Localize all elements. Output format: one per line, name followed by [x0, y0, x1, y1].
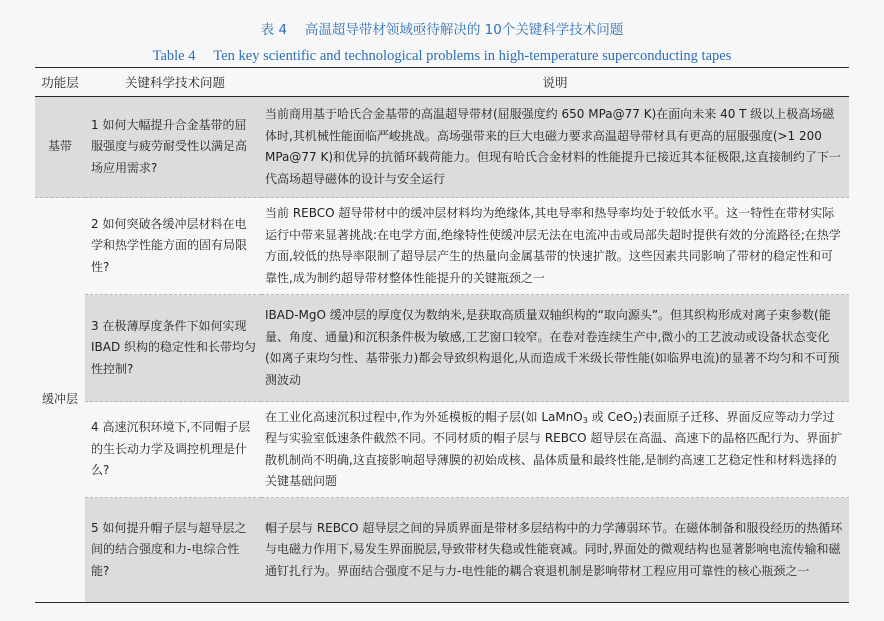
problem-cell: 1 如何大幅提升合金基带的屈服强度与疲劳耐受性以满足高场应用需求? — [85, 97, 261, 198]
layer-buffer: 缓冲层 — [35, 198, 85, 603]
header-description: 说明 — [261, 68, 849, 97]
header-problem: 关键科学技术问题 — [85, 68, 261, 97]
table-caption-chinese: 表 4 高温超导带材领域亟待解决的 10个关键科学技术问题 — [260, 22, 624, 38]
layer-substrate: 基带 — [35, 97, 85, 198]
description-cell: IBAD-MgO 缓冲层的厚度仅为数纳米,是获取高质量双轴织构的“取向源头”。但其织构形成对离子束参数(能量、角度、通量)和沉积条件极为敏感,工艺窗口较窄。在卷对卷连续生产中,微小的工艺波动或设备状态变化(如离子束均匀性、基带张力)都会导致织构退化,从而造成千米级长带性能(如临界电流)的显著不均匀和不可预测波动 — [261, 295, 849, 402]
problem-cell: 3 在极薄厚度条件下如何实现 IBAD 织构的稳定性和长带均匀性控制? — [85, 295, 261, 402]
header-layer: 功能层 — [35, 68, 85, 97]
description-cell: 在工业化高速沉积过程中,作为外延模板的帽子层(如 LaMnO$_3$ 或 CeO$_2$)表面原子迁移、界面反应等动力学过程与实验室低速条件截然不同。不同材质的帽子层与 REBCO 超导层在高温、高速下的晶格匹配行为、界面扩散机制尚不明确,这直接影响超导薄膜的初始成核、晶体质量和最终性能,是制约高速工艺稳定性和材料选择的关键基础问题 — [261, 402, 849, 498]
problems-table — [35, 67, 849, 603]
table-row — [35, 198, 849, 295]
table-caption-english: Table 4 Ten key scientific and technological problems in high-temperature superconducting tapes — [152, 48, 732, 64]
table-row — [35, 97, 849, 198]
table-row — [35, 295, 849, 402]
description-cell: 当前商用基于哈氏合金基带的高温超导带材(屈服强度约 650 MPa@77 K)在面向未来 40 T 级以上极高场磁体时,其机械性能面临严峻挑战。高场强带来的巨大电磁力要求高温超导带材具有更高的屈服强度(>1 200 MPa@77 K)和优异的抗循环载荷能力。但现有哈氏合金材料的性能提升已接近其本征极限,这直接制约了下一代高场超导磁体的设计与安全运行 — [261, 97, 849, 198]
problem-cell: 5 如何提升帽子层与超导层之间的结合强度和力-电综合性能? — [85, 498, 261, 603]
description-cell: 帽子层与 REBCO 超导层之间的异质界面是带材多层结构中的力学薄弱环节。在磁体制备和服役经历的热循环与电磁力作用下,易发生界面脱层,导致带材失稳或性能衰减。同时,界面处的微观结构也显著影响电流传输和磁通钉扎行为。界面结合强度不足与力-电性能的耦合衰退机制是影响带材工程应用可靠性的核心瓶颈之一 — [261, 498, 849, 603]
description-cell: 当前 REBCO 超导带材中的缓冲层材料均为绝缘体,其电导率和热导率均处于较低水平。这一特性在带材实际运行中带来显著挑战:在电学方面,绝缘特性使缓冲层无法在电流冲击或局部失超时提供有效的分流路径;在热学方面,较低的热导率限制了超导层产生的热量向金属基带的快速扩散。这些因素共同影响了带材的稳定性和可靠性,成为制约超导带材整体性能提升的关键瓶颈之一 — [261, 198, 849, 295]
table-row — [35, 498, 849, 603]
table-row — [35, 402, 849, 498]
problem-cell: 4 高速沉积环境下,不同帽子层的生长动力学及调控机理是什么? — [85, 402, 261, 498]
header-row — [35, 68, 849, 97]
problem-cell: 2 如何突破各缓冲层材料在电学和热学性能方面的固有局限性? — [85, 198, 261, 295]
